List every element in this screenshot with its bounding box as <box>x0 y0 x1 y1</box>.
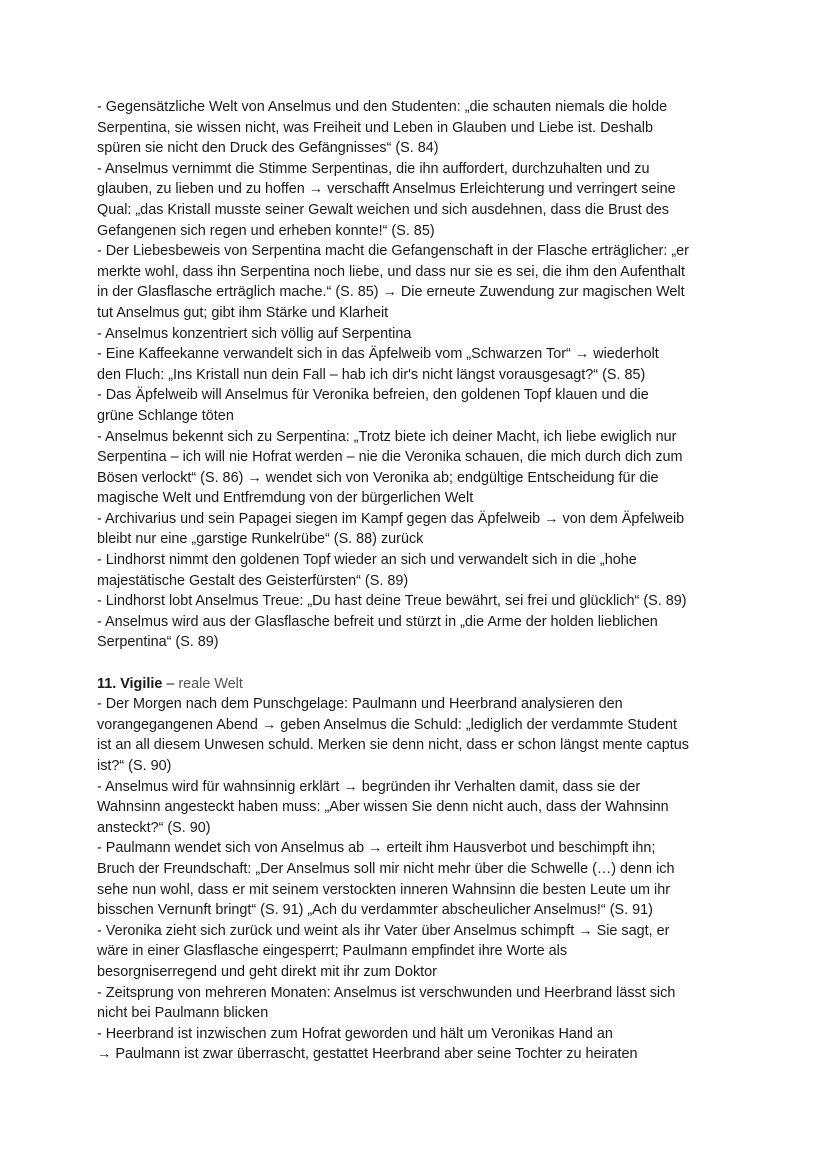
text-line: nicht bei Paulmann blicken <box>97 1005 269 1022</box>
text-line: - Archivarius und sein Papagei siegen im Kampf gegen das Äpfelweib → von dem Äpfelweib <box>97 510 685 527</box>
text-line: - Anselmus konzentriert sich völlig auf Serpentina <box>97 325 412 342</box>
text-line: Bösen verlockt“ (S. 86) → wendet sich von Veronika ab; endgültige Entscheidung für die <box>97 469 659 486</box>
heading-subtitle: reale Welt <box>178 675 243 692</box>
heading-dash: – <box>162 675 179 692</box>
text-line: - Zeitsprung von mehreren Monaten: Anselmus ist verschwunden und Heerbrand lässt sich <box>97 984 676 1001</box>
heading-number: 11. Vigilie <box>97 675 163 692</box>
text-line: - Anselmus wird für wahnsinnig erklärt → begründen ihr Verhalten damit, dass sie der <box>97 778 641 795</box>
text-line: spüren sie nicht den Druck des Gefängnisses“ (S. 84) <box>97 140 439 157</box>
text-line: Gefangenen sich regen und erheben konnte!“ (S. 85) <box>97 222 435 239</box>
text-line: Wahnsinn angesteckt haben muss: „Aber wissen Sie denn nicht auch, dass der Wahnsinn <box>97 799 669 816</box>
document-page <box>97 97 747 1065</box>
text-line: den Fluch: „Ins Kristall nun dein Fall – hab ich dir's nicht längst vorausgesagt?“ (S. 85) <box>97 366 646 383</box>
text-line: Bruch der Freundschaft: „Der Anselmus soll mir nicht mehr über die Schwelle (…) denn ich <box>97 860 675 877</box>
text-line: grüne Schlange töten <box>97 407 234 424</box>
section-10-text <box>97 97 747 653</box>
text-line: - Veronika zieht sich zurück und weint als ihr Vater über Anselmus schimpft → Sie sagt, er <box>97 922 670 939</box>
text-line: bleibt nur eine „garstige Runkelrübe“ (S. 88) zurück <box>97 531 424 548</box>
text-line: - Lindhorst lobt Anselmus Treue: „Du hast deine Treue bewährt, sei frei und glücklich“ (S. 89) <box>97 593 687 610</box>
text-line: Serpentina, sie wissen nicht, was Freiheit und Leben in Glauben und Liebe ist. Deshalb <box>97 119 653 136</box>
text-line: - Paulmann wendet sich von Anselmus ab → erteilt ihm Hausverbot und beschimpft ihn; <box>97 840 656 857</box>
section-heading <box>97 674 747 695</box>
text-line: ist?“ (S. 90) <box>97 758 172 774</box>
text-line: in der Glasflasche erträglich mache.“ (S. 85) → Die erneute Zuwendung zur magischen Welt <box>97 284 685 301</box>
text-line: - Anselmus bekennt sich zu Serpentina: „Trotz biete ich deiner Macht, ich liebe ewiglich nur <box>97 428 677 445</box>
text-line: vorangegangenen Abend → geben Anselmus die Schuld: „lediglich der verdammte Student <box>97 716 678 733</box>
text-line: Serpentina“ (S. 89) <box>97 634 219 651</box>
text-line: ist an all diesem Unwesen schuld. Merken sie denn nicht, dass er schon längst mente captus <box>97 737 689 754</box>
text-line: wäre in einer Glasflasche eingesperrt; Paulmann empfindet ihre Worte als <box>97 943 568 960</box>
text-line: ansteckt?“ (S. 90) <box>97 819 211 836</box>
text-line: Qual: „das Kristall musste seiner Gewalt weichen und sich ausdehnen, dass die Brust des <box>97 201 669 218</box>
text-line: - Der Morgen nach dem Punschgelage: Paulmann und Heerbrand analysieren den <box>97 696 623 713</box>
text-line: - Das Äpfelweib will Anselmus für Veronika befreien, den goldenen Topf klauen und die <box>97 387 649 404</box>
text-line: → Paulmann ist zwar überrascht, gestattet Heerbrand aber seine Tochter zu heiraten <box>97 1046 638 1063</box>
paragraph-gap <box>97 653 747 674</box>
text-line: tut Anselmus gut; gibt ihm Stärke und Klarheit <box>97 304 389 321</box>
text-line: besorgniserregend und geht direkt mit ihr zum Doktor <box>97 963 437 980</box>
text-line: sehe nun wohl, dass er mit seinem verstockten inneren Wahnsinn die besten Leute um ihr <box>97 881 671 898</box>
text-line: Serpentina – ich will nie Hofrat werden – nie die Veronika schauen, die mich durch dich zum <box>97 449 683 466</box>
text-line: - Lindhorst nimmt den goldenen Topf wieder an sich und verwandelt sich in die „hohe <box>97 552 637 569</box>
text-line: - Anselmus vernimmt die Stimme Serpentinas, die ihn auffordert, durchzuhalten und zu <box>97 160 650 177</box>
text-line: merkte wohl, dass ihn Serpentina noch liebe, und dass nur sie es sei, die ihm den Aufenthalt <box>97 263 685 280</box>
text-line: glauben, zu lieben und zu hoffen → verschafft Anselmus Erleichterung und verringert seine <box>97 181 676 198</box>
text-line: bisschen Vernunft bringt“ (S. 91) „Ach du verdammter abscheulicher Anselmus!“ (S. 91) <box>97 902 653 919</box>
text-line: magische Welt und Entfremdung von der bürgerlichen Welt <box>97 490 474 507</box>
text-line: - Heerbrand ist inzwischen zum Hofrat geworden und hält um Veronikas Hand an <box>97 1025 613 1042</box>
text-line: - Der Liebesbeweis von Serpentina macht die Gefangenschaft in der Flasche erträglicher: „er <box>97 243 689 260</box>
section-11-text <box>97 694 747 1065</box>
text-line: majestätische Gestalt des Geisterfürsten“ (S. 89) <box>97 572 409 589</box>
text-line: - Anselmus wird aus der Glasflasche befreit und stürzt in „die Arme der holden lieblichen <box>97 613 658 630</box>
text-line: - Gegensätzliche Welt von Anselmus und den Studenten: „die schauten niemals die holde <box>97 99 668 115</box>
text-line: - Eine Kaffeekanne verwandelt sich in das Äpfelweib vom „Schwarzen Tor“ → wiederholt <box>97 346 659 363</box>
